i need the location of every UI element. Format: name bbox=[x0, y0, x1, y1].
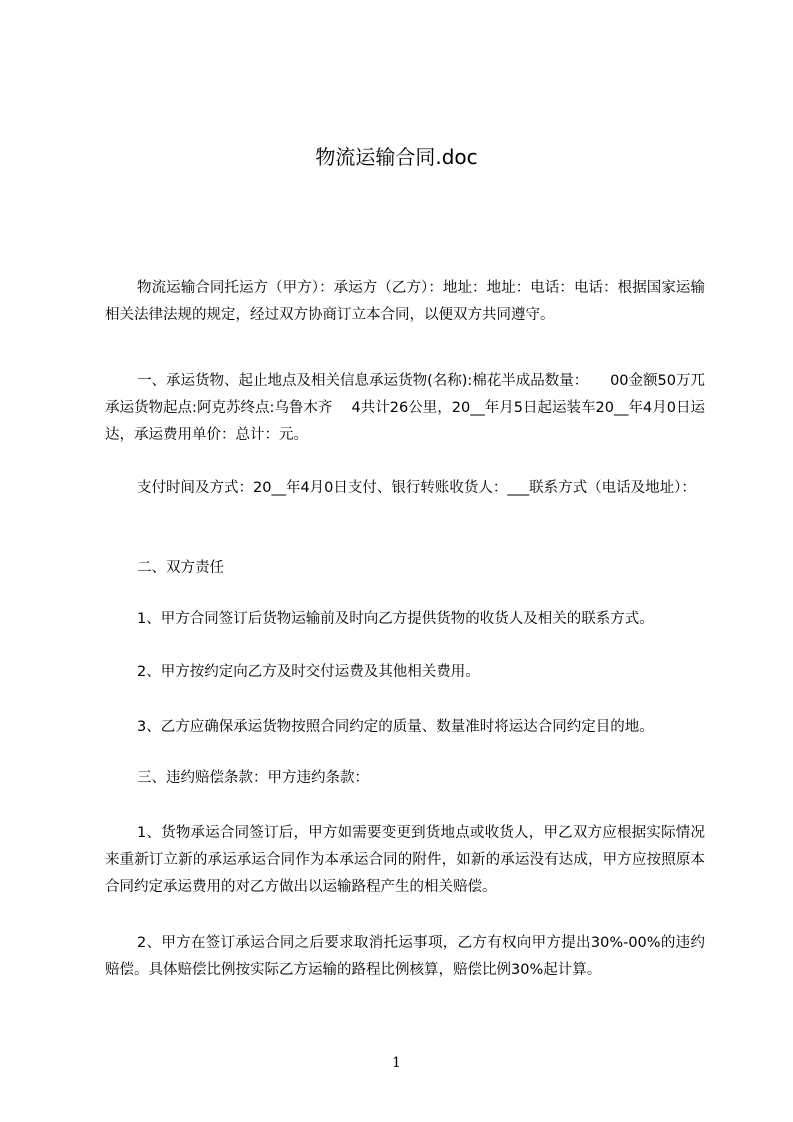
clause-2-3: 3、乙方应确保承运货物按照合同约定的质量、数量准时将运达合同约定目的地。 bbox=[137, 719, 654, 735]
heading-section-3: 三、违约赔偿条款：甲方违约条款： bbox=[137, 770, 369, 786]
clause-2-1: 1、甲方合同签订后货物运输前及时向乙方提供货物的收货人及相关的联系方式。 bbox=[137, 611, 654, 627]
paragraph-section-1: 一、承运货物、起止地点及相关信息承运货物(名称):棉花半成品数量： 00金额50万兀承运货物起点:阿克苏终点:乌鲁木齐 4共计26公里，20__年月5日起运装车20__年4月0日运达，承运费用单价：总计：元。 bbox=[105, 373, 705, 443]
document-title: 物流运输合同.doc bbox=[315, 145, 478, 169]
paragraph-payment: 支付时间及方式：20__年4月0日支付、银行转账收货人：___联系方式（电话及地址）： bbox=[137, 480, 696, 496]
heading-section-2: 二、双方责任 bbox=[137, 560, 224, 576]
paragraph-intro: 物流运输合同托运方（甲方）：承运方（乙方）：地址：地址：电话：电话：根据国家运输相关法律法规的规定，经过双方协商订立本合同，以便双方共同遵守。 bbox=[105, 280, 705, 323]
clause-3-2: 2、甲方在签订承运合同之后要求取消托运事项，乙方有权向甲方提出30%-00%的违约赔偿。具体赔偿比例按实际乙方运输的路程比例核算，赔偿比例30%起计算。 bbox=[105, 935, 705, 978]
page-number: 1 bbox=[392, 1055, 401, 1071]
clause-2-2: 2、甲方按约定向乙方及时交付运费及其他相关费用。 bbox=[137, 664, 480, 680]
clause-3-1: 1、货物承运合同签订后，甲方如需要变更到货地点或收货人，甲乙双方应根据实际情况来重新订立新的承运承运合同作为本承运合同的附件，如新的承运没有达成，甲方应按照原本合同约定承运费用的对乙方做出以运输路程产生的相关赔偿。 bbox=[105, 825, 705, 895]
